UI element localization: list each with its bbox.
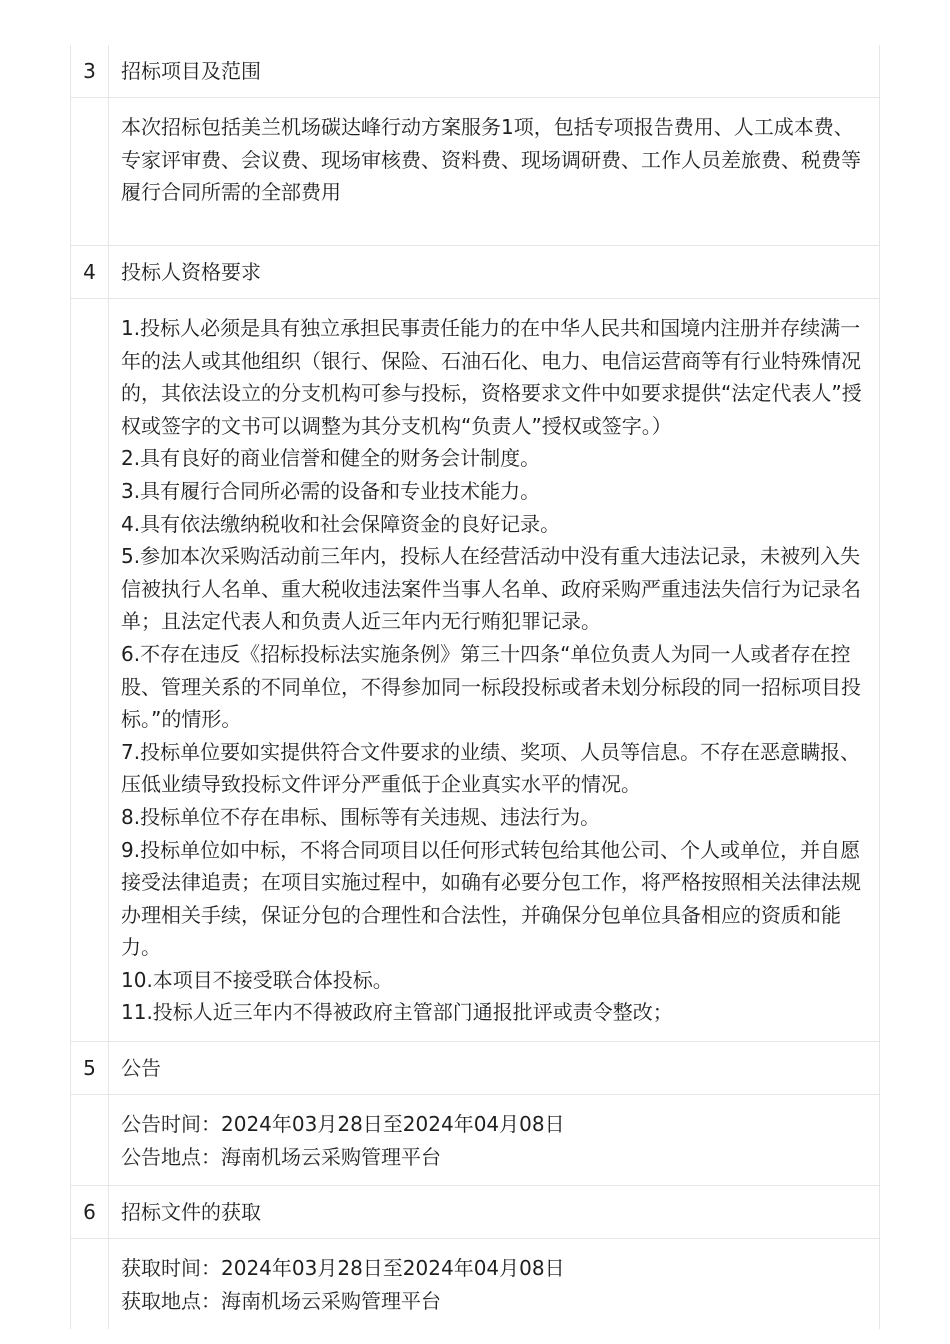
empty-number-cell xyxy=(71,299,109,1042)
section-title: 公告 xyxy=(109,1042,880,1095)
section-header-row xyxy=(71,45,880,98)
requirement-item: 5.参加本次采购活动前三年内，投标人在经营活动中没有重大违法记录，未被列入失信被执行人名单、重大税收违法案件当事人名单、政府采购严重违法失信行为记录名单；且法定代表人和负责人近三年内无行贿犯罪记录。 xyxy=(121,544,861,634)
requirement-item: 10.本项目不接受联合体投标。 xyxy=(121,967,393,992)
section-title: 招标文件的获取 xyxy=(109,1186,880,1239)
requirement-item: 2.具有良好的商业信誉和健全的财务会计制度。 xyxy=(121,446,541,471)
requirement-item: 7.投标单位要如实提供符合文件要求的业绩、奖项、人员等信息。不存在恶意瞒报、压低业绩导致投标文件评分严重低于企业真实水平的情况。 xyxy=(121,739,861,797)
section-number: 5 xyxy=(71,1042,109,1095)
requirement-item: 9.投标单位如中标，不将合同项目以任何形式转包给其他公司、个人或单位，并自愿接受法律追责；在项目实施过程中，如确有必要分包工作，将严格按照相关法律法规办理相关手续，保证分包的合理性和合法性，并确保分包单位具备相应的资质和能力。 xyxy=(121,837,861,960)
requirement-item: 3.具有履行合同所必需的设备和专业技术能力。 xyxy=(121,478,541,503)
section-body xyxy=(109,98,880,246)
body-paragraph: 本次招标包括美兰机场碳达峰行动方案服务1项，包括专项报告费用、人工成本费、专家评审费、会议费、现场审核费、资料费、现场调研费、工作人员差旅费、税费等履行合同所需的全部费用 xyxy=(121,115,861,205)
empty-number-cell xyxy=(71,98,109,246)
requirement-item: 8.投标单位不存在串标、围标等有关违规、违法行为。 xyxy=(121,804,601,829)
empty-number-cell xyxy=(71,1239,109,1330)
section-number: 4 xyxy=(71,246,109,299)
document-page xyxy=(70,45,879,1329)
section-number: 3 xyxy=(71,45,109,98)
section-body-row xyxy=(71,98,880,246)
acquisition-time: 获取时间：2024年03月28日至2024年04月08日 xyxy=(121,1256,565,1281)
section-body-row xyxy=(71,1239,880,1330)
section-title: 招标项目及范围 xyxy=(109,45,880,98)
section-number: 6 xyxy=(71,1186,109,1239)
section-header-row xyxy=(71,1042,880,1095)
announcement-place: 公告地点：海南机场云采购管理平台 xyxy=(121,1144,441,1169)
requirement-item: 6.不存在违反《招标投标法实施条例》第三十四条“单位负责人为同一人或者存在控股、管理关系的不同单位，不得参加同一标段投标或者未划分标段的同一招标项目投标。”的情形。 xyxy=(121,641,861,732)
section-header-row xyxy=(71,246,880,299)
requirement-item: 4.具有依法缴纳税收和社会保障资金的良好记录。 xyxy=(121,511,561,536)
section-header-row xyxy=(71,1186,880,1239)
requirement-item: 1.投标人必须是具有独立承担民事责任能力的在中华人民共和国境内注册并存续满一年的法人或其他组织（银行、保险、石油石化、电力、电信运营商等有行业特殊情况的，其依法设立的分支机构可参与投标，资格要求文件中如要求提供“法定代表人”授权或签字的文书可以调整为其分支机构“负责人”授权或签字。） xyxy=(121,316,862,438)
empty-number-cell xyxy=(71,1095,109,1186)
section-body xyxy=(109,1239,880,1330)
requirement-item: 11.投标人近三年内不得被政府主管部门通报批评或责令整改； xyxy=(121,1000,673,1025)
section-body-row xyxy=(71,1095,880,1186)
section-body-row xyxy=(71,299,880,1042)
tender-info-table xyxy=(70,45,880,1329)
section-body xyxy=(109,1095,880,1186)
announcement-time: 公告时间：2024年03月28日至2024年04月08日 xyxy=(121,1112,565,1137)
section-title: 投标人资格要求 xyxy=(109,246,880,299)
section-body xyxy=(109,299,880,1042)
acquisition-place: 获取地点：海南机场云采购管理平台 xyxy=(121,1288,441,1313)
